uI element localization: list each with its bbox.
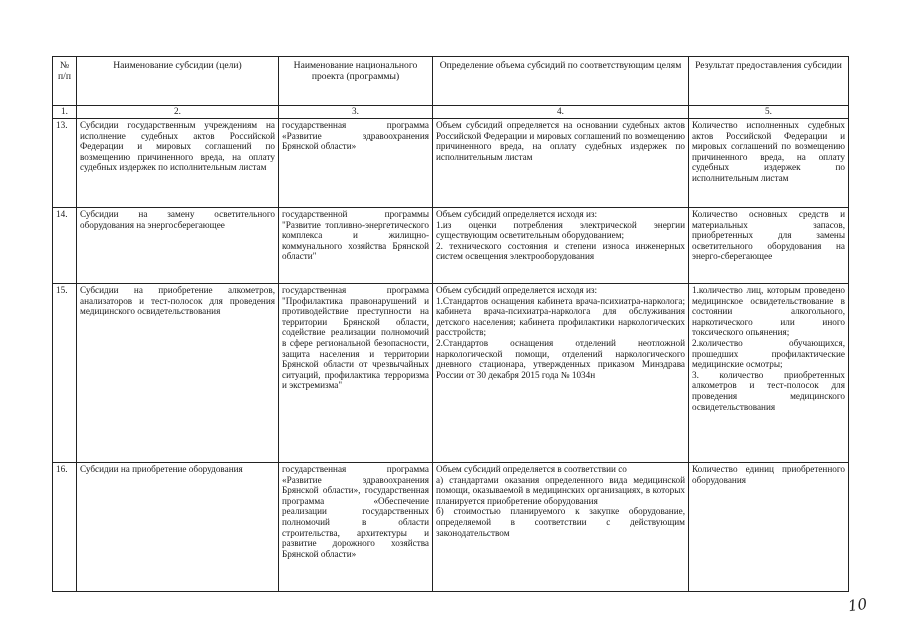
definition-text: Объем субсидий определяется в соответствии со — [436, 464, 627, 474]
definition-text: 1.Стандартов оснащения кабинета врача-психиатра-нарколога; кабинета врача-психиатра-нарколога для обслуживания детского населения; кабинета профилактики наркологических расстройств; — [436, 295, 685, 338]
table-row — [53, 284, 849, 463]
definition-text: Объем субсидий определяется исходя из: — [436, 285, 598, 295]
result-text: Количество исполненных судебных актов Российской Федерации и мировых соглашений по возмещению причиненного вреда, на оплату судебных издержек по исполнительным листам — [692, 120, 845, 183]
column-number-row — [53, 106, 849, 119]
definition-text: 2. технического состояния и степени износа инженерных систем освещения электрооборудования — [436, 240, 685, 262]
page-number: 10 — [846, 594, 869, 616]
subsidy-name: Субсидии государственным учреждениям на исполнение судебных актов Российской Федерации и мировых соглашений по возмещению причиненного вреда, на оплату судебных издержек по исполнительным листам — [77, 119, 279, 208]
definition-text: Объем субсидий определяется исходя из: — [436, 209, 598, 219]
definition-text: б) стоимостью планируемого к закупке оборудование, определяемой в соответствии с действующим законодательством — [436, 506, 685, 538]
definition-text: 1.из оценки потребления электрической энергии существующим осветительным оборудованием; — [436, 219, 685, 241]
result-cell — [689, 208, 849, 284]
program-name: государственная программа "Профилактика правонарушений и противодействие преступности на территории Брянской области, содействие реализации полномочий в сфере региональной безопасности, защита населения и территории Брянской области от чрезвычайных ситуаций, профилактика терроризма и экстремизма" — [279, 284, 433, 463]
definition-cell — [433, 208, 689, 284]
column-number: 3. — [279, 106, 433, 119]
header-subsidy-name: Наименование субсидии (цели) — [77, 57, 279, 106]
row-number: 13. — [53, 119, 77, 208]
subsidy-name: Субсидии на приобретение оборудования — [77, 463, 279, 592]
row-number: 15. — [53, 284, 77, 463]
subsidies-table — [52, 56, 849, 592]
result-text: 1.количество лиц, которым проведено медицинское освидетельствование в состоянии алкогольного, наркотического или иного токсического опьянения; — [692, 285, 845, 338]
result-cell — [689, 463, 849, 592]
program-name: государственной программы "Развитие топливно-энергетического комплекса и жилищно-коммунального хозяйства Брянской области" — [279, 208, 433, 284]
result-cell — [689, 119, 849, 208]
column-number: 2. — [77, 106, 279, 119]
result-text: 3. количество приобретенных алкометров и тест-полосок для проведения медицинского освидетельствования — [692, 369, 845, 412]
result-cell — [689, 284, 849, 463]
definition-text: а) стандартами оказания определенного вида медицинской помощи, оказываемой в медицинских организациях, в которых планируется приобретение оборудования — [436, 474, 685, 506]
header-row — [53, 57, 849, 106]
column-number: 1. — [53, 106, 77, 119]
definition-cell — [433, 284, 689, 463]
column-number: 5. — [689, 106, 849, 119]
table-row — [53, 208, 849, 284]
result-text: Количество единиц приобретенного оборудования — [692, 464, 845, 485]
header-definition: Определение объема субсидий по соответствующим целям — [433, 57, 689, 106]
program-name: государственная программа «Развитие здравоохранения Брянской области», государственная программа «Обеспечение реализации государственных полномочий в области строительства, архитектуры и развитие дорожного хозяйства Брянской области» — [279, 463, 433, 592]
header-num: № п/п — [53, 57, 77, 106]
table-row — [53, 463, 849, 592]
definition-cell — [433, 463, 689, 592]
definition-text: Объем субсидий определяется на основании судебных актов Российской Федерации и мировых соглашений по возмещению причиненного вреда, на оплату судебных издержек по исполнительным листам — [436, 120, 685, 162]
result-text: Количество основных средств и материальных запасов, приобретенных для замены осветительного оборудования на энерго-сберегающее — [692, 209, 845, 262]
definition-cell — [433, 119, 689, 208]
row-number: 16. — [53, 463, 77, 592]
definition-text: 2.Стандартов оснащения отделений неотложной наркологической помощи, отделений наркологического дневного стационара, утвержденных приказом Минздрава России от 30 декабря 2015 года № 1034н — [436, 337, 685, 380]
header-result: Результат предоставления субсидии — [689, 57, 849, 106]
program-name: государственная программа «Развитие здравоохранения Брянской области» — [279, 119, 433, 208]
table-row — [53, 119, 849, 208]
result-text: 2.количество обучающихся, прошедших профилактические медицинские осмотры; — [692, 337, 845, 370]
subsidy-name: Субсидии на замену осветительного оборудования на энергосберегающее — [77, 208, 279, 284]
subsidy-name: Субсидии на приобретение алкометров, анализаторов и тест-полосок для проведения медицинского освидетельствования — [77, 284, 279, 463]
header-program: Наименование национального проекта (программы) — [279, 57, 433, 106]
column-number: 4. — [433, 106, 689, 119]
row-number: 14. — [53, 208, 77, 284]
